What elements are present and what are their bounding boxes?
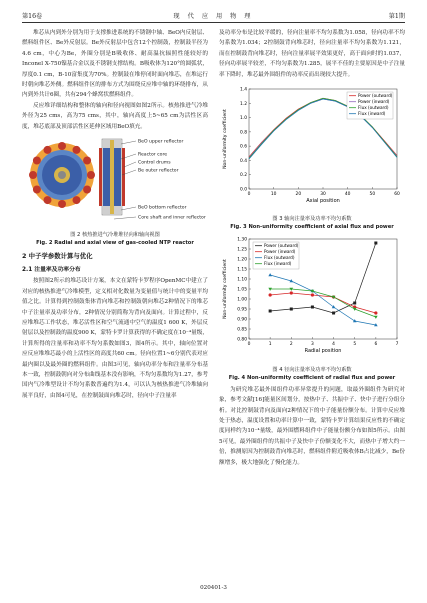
fig4-caption-cn: 图 4 径向注量率及功率不均匀系数 [272,366,352,373]
legend-label-3: Flux (inward) [264,261,292,267]
left-column [22,28,208,401]
x-axis-label: Radial position [304,348,342,355]
fig2-caption-cn: 图 2 核热推进气冷堆堆径向和轴向视图 [70,232,160,239]
label-beo-bottom-reflector: BeO bottom reflector [138,205,187,211]
x-tick-label: 20 [295,192,302,198]
radial-coefficient-chart [219,233,405,361]
y-tick-label: 0.8 [240,130,247,136]
series-line-2 [270,275,376,325]
fig3-caption-en: Fig. 3 Non-uniformity coefficient of axial flux and power [230,224,394,231]
reactor-diagram [22,135,208,227]
y-tick-label: 0.4 [240,158,247,164]
data-point [290,308,293,311]
x-tick-label: 3 [311,342,314,348]
y-axis-label: Non-uniformity coefficient [223,259,228,320]
figure-2 [22,135,208,247]
intro-paragraph: 堆芯从内到外分别为用于支撑推进系统的不锈钢中轴、BeO内反射层、燃料组件区、Be外反射层。Be外反射层中包含12个控制鼓，控制鼓半径为4.6 cm，中心为Be，外圈分别是B吸收体、耐高温抗辐照性能较好的Inconel X-750镍基合金以及不锈钢支撑结构。B吸收体为120°的圆弧状，厚度0.1 cm，B-10富集度为70%。控制鼓在堆停闭时面向堆芯，在堆运行时朝向堆芯外侧。燃料组件区的排布方式为围绕反应堆中轴的环绕排布，从内到外共计6圈，共有294个蜂窝状燃料组件。 [22,30,208,99]
x-tick-label: 50 [369,192,376,198]
x-tick-label: 7 [395,342,399,348]
y-tick-label: 1.0 [240,116,247,122]
data-point [311,294,314,297]
x-tick-label: 4 [332,342,335,348]
x-tick-label: 30 [320,192,326,198]
x-tick-label: 1 [268,342,272,348]
legend-label-1: Power (inward) [264,249,296,255]
data-point [269,310,272,313]
y-tick-label: 1.10 [237,277,247,283]
label-core-shaft: Core shaft and inner reflector [138,215,206,221]
right-column [219,28,405,468]
section2-paragraph: 按照图2所示的堆芯设计方案，本文在蒙特卡罗程序OpenMC中建立了对应的核热推进气冷堆模型，定义相对化数量为变量值与统计中的变量平均值之比。计算得到控制鼓集体背向堆芯和控制鼓朝向堆芯2种情况下的堆芯中子注量率及功率分布，2种情况分别简称为背向及面向。计算过程中，反应堆堆芯工作状态，堆芯活性区和空气流通中空气的温度1 600 K，外层反射层以及控制鼓的温度900 K，蒙特卡罗计算获得的不确定度在10⁻⁴量级，计算所得的注量率和功率不均匀系数如图3，图4所示。其中，轴向位置对应反应堆堆芯最小的上活性区的高度共60 cm。径向位置1~6分别代表对应最内圈以及最外圈的燃料组件。由图3可见，轴向功率分布和注量率分布基本一致，控制鼓朝向对分布曲线基本没有影响，不均匀系数均为1.27，参考国内气冷堆型设计不均匀系数普遍约为1.4，可以认为核热推进气冷堆轴向展平良好，由图4可见，在控制鼓面向堆芯时，径向中子注量率 [22,278,208,399]
x-tick-label: 5 [353,342,357,348]
y-tick-label: 0.2 [240,173,247,179]
intro-paragraph-2: 反应堆详细结构和整体的轴向和径向视图如图2所示。核热推进气冷堆外径为25 cms，高为75 cms，其中，轴向高度上5~65 cm为活性区高度，堆芯底部及顶部活性区延伸区域用BeO填充。 [22,102,208,130]
y-axis-label: Non-uniformity coefficient [223,109,228,169]
x-tick-label: 6 [374,342,378,348]
label-be-outer-reflector: Be outer reflector [138,168,179,174]
subsection-2-1-heading: 2.1 注量率及功率分布 [22,266,81,273]
figure-3 [219,83,405,231]
legend-label-2: Flux (outward) [264,255,295,261]
right-intro-paragraph: 及功率分布是比较平缓的，径向注量率不均匀系数为1.058，径向功率不均匀系数为1.034；2控制鼓背向堆芯时，径向注量率不均匀系数为1.121，而在控制鼓背向堆芯时，径向注量率展平效果更好，高于面向时的1.037，径向功率展平较差，不均匀系数为1.285，展平不佳的主要原因是中子注量率下降时，堆芯最外围组件的功率反而出现较大提升。 [219,30,405,78]
data-point [332,312,335,315]
data-point [268,274,272,277]
data-point [269,294,272,297]
issue-label: 第1期 [388,13,405,20]
y-tick-label: 1.00 [237,297,247,303]
diagram-labels [138,139,206,221]
x-tick-label: 0 [247,342,251,348]
legend-label-0: Power (outward) [264,243,299,249]
y-tick-label: 0.95 [237,307,247,313]
y-tick-label: 0.0 [240,187,247,193]
data-point [332,306,336,309]
y-tick-label: 1.25 [237,247,247,253]
y-tick-label: 1.20 [237,257,247,263]
y-tick-label: 1.05 [237,287,247,293]
data-point [311,306,314,309]
y-tick-label: 0.6 [240,144,247,150]
y-tick-label: 1.30 [237,237,247,243]
label-beo-upper-reflector: BeO upper reflector [138,139,184,145]
data-point [374,312,377,315]
x-axis-label: Axial position [306,198,340,205]
data-point [290,292,293,295]
legend-label-0: Power (outward) [358,93,393,99]
radial-view [29,142,95,208]
page-header [22,10,405,23]
y-tick-label: 1.2 [240,101,247,107]
data-point [374,242,377,245]
journal-title: 现 代 应 用 物 理 [173,13,254,20]
legend-label-2: Flux (outward) [358,105,389,111]
y-tick-label: 0.80 [237,337,247,343]
volume-label: 第16卷 [22,13,43,20]
right-paragraph-2: 为研究堆芯最外围组件功率异常提升的问题，取最外圈组件为研究对象，参考文献[16]能量区间划分，按热中子、共振中子、快中子进行分组分析。对比控制鼓背向及面向2种情况下的中子能量份额分布。计算中反应堆处于热态，温度设置和功率计算中一致，蒙特卡罗计算结果反应性的不确定度同样约为10⁻⁴量级，最外围燃料组件中子能量份额分布如图5所示。由图5可见，最外圈组件的共振中子及快中子份额变化不大，而热中子增大约一倍，推测原因为控制鼓背向堆芯时，燃料组件附近吸收体B占比减少，Be份额增多，极大地强化了慢化能力。 [219,386,405,466]
y-tick-label: 0.90 [237,317,247,323]
x-tick-label: 2 [289,342,293,348]
y-tick-label: 0.85 [237,327,247,333]
x-tick-label: 10 [270,192,277,198]
axial-coefficient-chart [219,83,405,211]
fig4-caption-en: Fig. 4 Non-uniformity coefficient of radial flux and power [228,374,396,381]
label-control-drums: Control drums [138,160,171,166]
x-tick-label: 60 [394,192,400,198]
figure-4 [219,233,405,381]
fig3-caption-cn: 图 3 轴向注量率及功率不均匀系数 [272,216,352,223]
axial-view [99,139,125,215]
section-2-heading: 2 中子学参数计算与优化 [22,252,93,261]
data-point [353,302,356,305]
legend-label-3: Flux (inward) [358,111,386,117]
x-tick-label: 40 [344,192,351,198]
page-footer: 020401-3 [200,585,227,591]
legend-label-1: Power (inward) [358,99,390,105]
data-point [353,320,357,323]
data-point [374,316,378,319]
fig2-caption-en: Fig. 2 Radial and axial view of gas-cooled NTP reactor [36,240,194,247]
x-tick-label: 0 [247,192,251,198]
label-reactor-core: Reactor core [138,152,168,158]
y-tick-label: 1.4 [240,87,247,93]
y-tick-label: 1.15 [237,267,247,273]
